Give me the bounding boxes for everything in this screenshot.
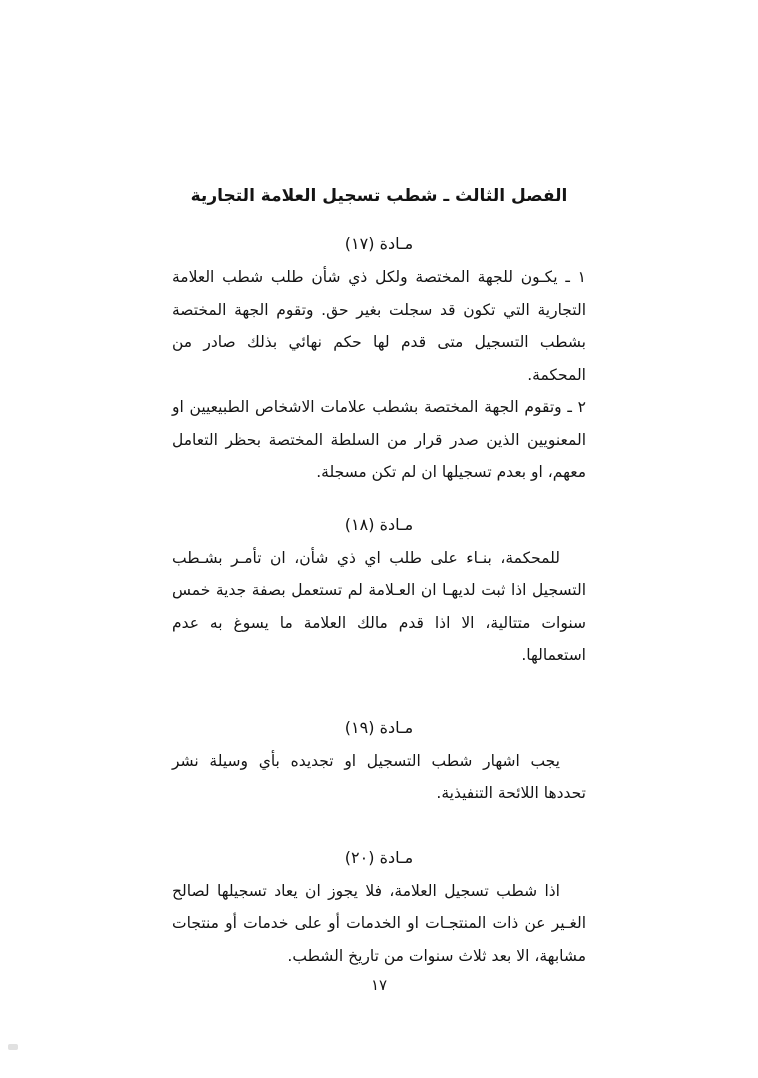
article-19-paragraph-1: يجب اشهار شطب التسجيل او تجديده بأي وسيلة نشر تحددها اللائحة التنفيذية. (172, 751, 586, 802)
article-18-paragraph-1: للمحكمة، بنـاء على طلب اي ذي شأن، ان تأمـر بشـطب التسجيل اذا ثبت لديهـا ان العـلامة لم تستعمل بصفة جدية خمس سنوات متتالية، الا اذا قدم مالك العلامة ما يسوغ به عدم استعمالها. (172, 548, 586, 664)
article-20-heading: مـادة (٢٠) (344, 847, 414, 867)
article-20 (172, 848, 586, 973)
article-19 (172, 718, 586, 810)
article-20-paragraph-1: اذا شطب تسجيل العلامة، فلا يجوز ان يعاد تسجيلها لصالح الغـير عن ذات المنتجـات او الخدمات أو على خدمات أو منتجات مشابهة، الا بعد ثلاث سنوات من تاريخ الشطب. (172, 881, 586, 965)
article-17-paragraph-2: ٢ ـ وتقوم الجهة المختصة بشطب علامات الاشخاص الطبيعيين او المعنويين الذين صدر قرار من السلطة المختصة بحظر التعامل معهم، او بعدم تسجيلها ان لم تكن مسجلة. (172, 398, 586, 481)
page-number: ١٧ (370, 976, 388, 994)
article-17-heading: مـادة (١٧) (344, 234, 414, 253)
text-block (172, 186, 586, 972)
article-18-heading: مـادة (١٨) (344, 514, 414, 534)
article-18 (172, 515, 586, 672)
scan-artifact (8, 1044, 18, 1050)
article-17 (172, 234, 586, 489)
article-19-heading: مـادة (١٩) (344, 717, 414, 737)
article-17-paragraph-1: ١ ـ يكـون للجهة المختصة ولكل ذي شأن طلب شطب العلامة التجارية التي تكون قد سجلت بغير حق. وتقوم الجهة المختصة بشطب التسجيل متى قدم لها حكم نهائي بذلك صادر من المحكمة. (172, 268, 586, 384)
chapter-title: الفصل الثالث ـ شطب تسجيل العلامة التجارية (190, 186, 568, 206)
